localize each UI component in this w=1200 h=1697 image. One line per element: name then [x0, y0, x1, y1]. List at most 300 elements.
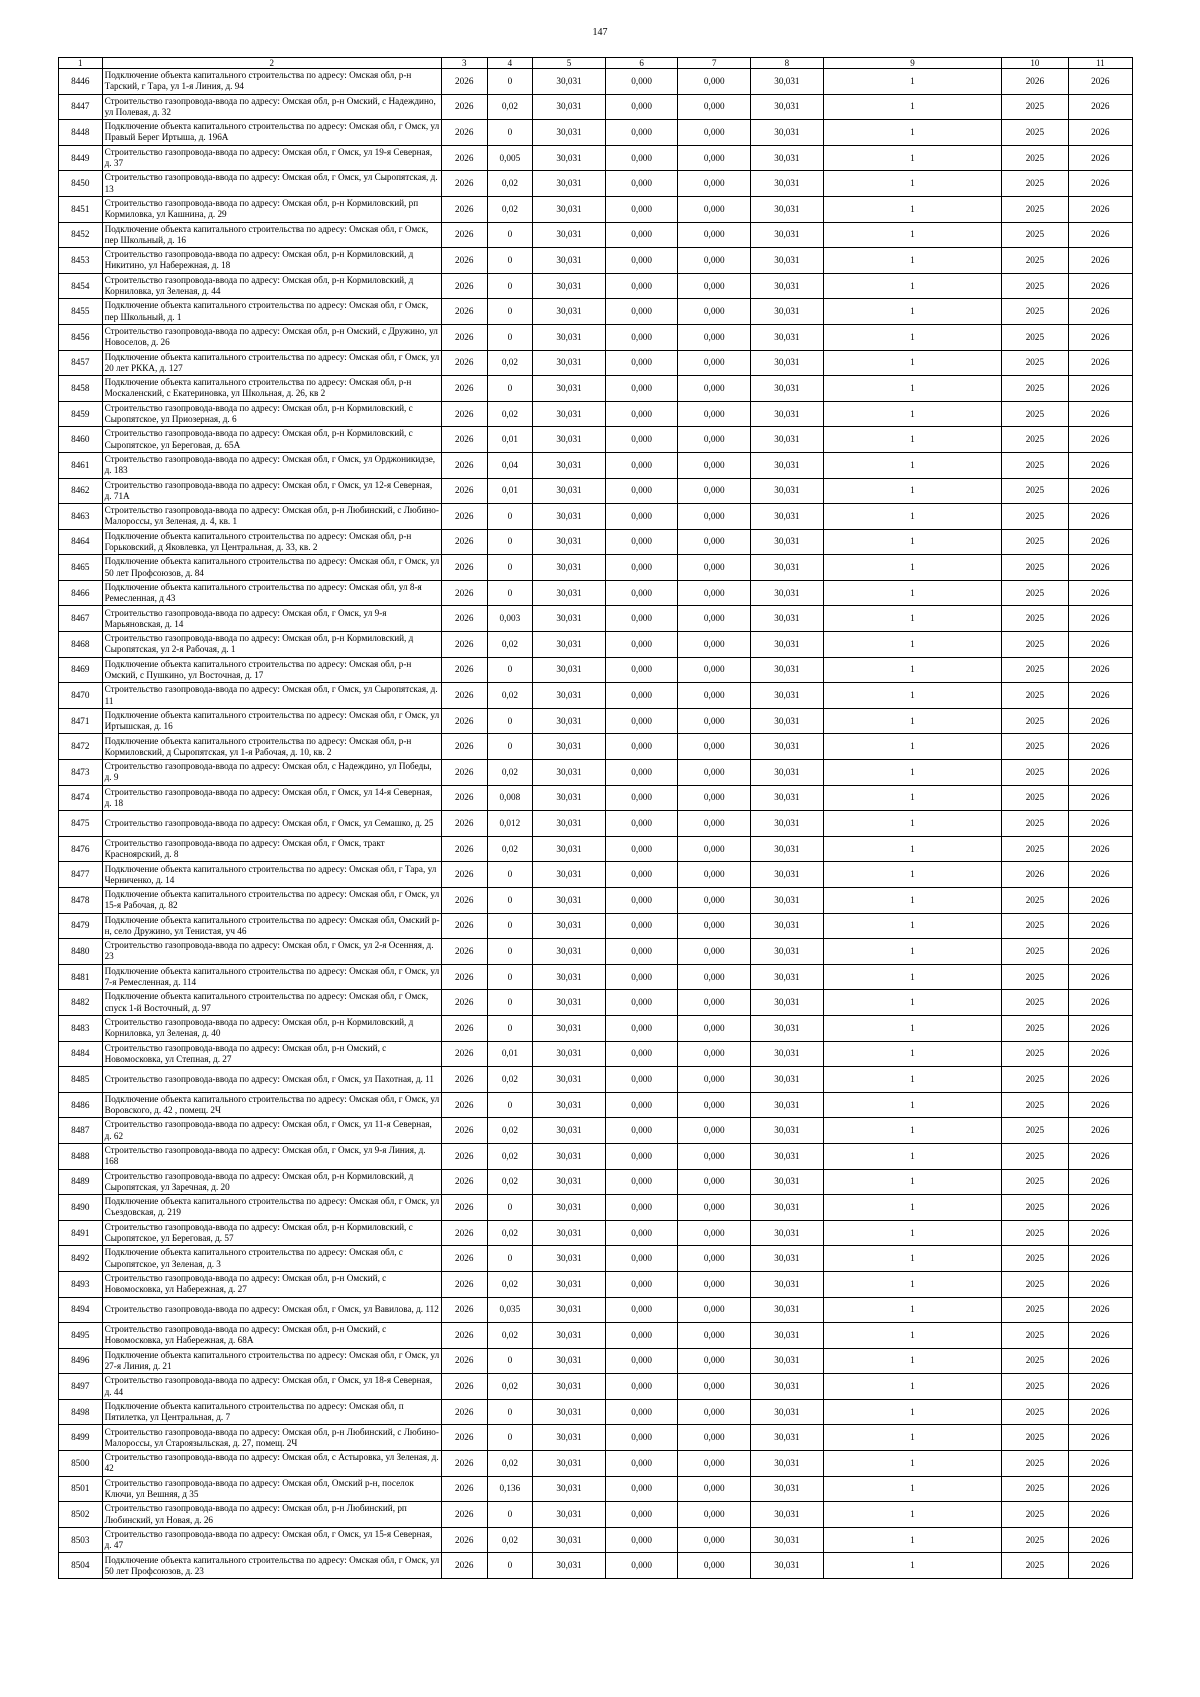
- col-8-value: 30,031: [751, 1399, 824, 1425]
- col-11-year: 2026: [1068, 1553, 1132, 1579]
- col-8-value: 30,031: [751, 964, 824, 990]
- table-row: [59, 760, 1133, 786]
- col-7-value: 0,000: [678, 1143, 751, 1169]
- col-9-value: 1: [823, 1092, 1001, 1118]
- col-8-value: 30,031: [751, 555, 824, 581]
- col-8-value: 30,031: [751, 657, 824, 683]
- col-7-value: 0,000: [678, 401, 751, 427]
- col-6-value: 0,000: [605, 1451, 678, 1477]
- col-11-year: 2026: [1068, 1425, 1132, 1451]
- col-11-year: 2026: [1068, 632, 1132, 658]
- col-7-value: 0,000: [678, 299, 751, 325]
- work-description: Строительство газопровода-ввода по адресу: Омская обл, г Омск, ул Сыропятская, д. 11: [102, 683, 441, 709]
- col-4-value: 0,005: [487, 145, 533, 171]
- col-4-value: 0,04: [487, 452, 533, 478]
- col-10-year: 2025: [1002, 504, 1068, 530]
- work-description: Строительство газопровода-ввода по адресу: Омская обл, г Омск, тракт Красноярский, д. 8: [102, 836, 441, 862]
- col-6-value: 0,000: [605, 606, 678, 632]
- col-7-value: 0,000: [678, 1425, 751, 1451]
- table-header-row: [59, 58, 1133, 69]
- col-3-year: 2026: [441, 222, 487, 248]
- col-4-value: 0,02: [487, 683, 533, 709]
- col-4-value: 0: [487, 888, 533, 914]
- work-description: Строительство газопровода-ввода по адресу: Омская обл, с Астыровка, ул Зеленая, д. 42: [102, 1451, 441, 1477]
- col-9-value: 1: [823, 1246, 1001, 1272]
- col-3-year: 2026: [441, 504, 487, 530]
- row-number: 8462: [59, 478, 103, 504]
- col-4-value: 0,01: [487, 478, 533, 504]
- col-9-value: 1: [823, 734, 1001, 760]
- col-7-value: 0,000: [678, 1323, 751, 1349]
- col-9-value: 1: [823, 1169, 1001, 1195]
- col-9-value: 1: [823, 836, 1001, 862]
- col-5-value: 30,031: [533, 1246, 606, 1272]
- table-body: [59, 69, 1133, 1579]
- col-9-value: 1: [823, 1502, 1001, 1528]
- col-3-year: 2026: [441, 734, 487, 760]
- col-5-value: 30,031: [533, 964, 606, 990]
- col-8-value: 30,031: [751, 1425, 824, 1451]
- col-7-value: 0,000: [678, 427, 751, 453]
- col-3-year: 2026: [441, 657, 487, 683]
- work-description: Подключение объекта капитального строительства по адресу: Омская обл, р-н Тарский, г Тара, ул 1-я Линия, д. 94: [102, 69, 441, 95]
- col-8-value: 30,031: [751, 1553, 824, 1579]
- col-8-value: 30,031: [751, 1041, 824, 1067]
- work-description: Подключение объекта капитального строительства по адресу: Омская обл, г Омск, ул Съездовская, д. 219: [102, 1195, 441, 1221]
- col-6-value: 0,000: [605, 760, 678, 786]
- work-description: Подключение объекта капитального строительства по адресу: Омская обл, г Тара, ул Черниченко, д. 14: [102, 862, 441, 888]
- col-3-year: 2026: [441, 862, 487, 888]
- col-7-value: 0,000: [678, 734, 751, 760]
- col-10-year: 2025: [1002, 1195, 1068, 1221]
- col-5-value: 30,031: [533, 248, 606, 274]
- col-5-value: 30,031: [533, 836, 606, 862]
- col-10-year: 2025: [1002, 171, 1068, 197]
- col-5-value: 30,031: [533, 1169, 606, 1195]
- col-9-value: 1: [823, 1323, 1001, 1349]
- col-9-value: 1: [823, 708, 1001, 734]
- table-row: [59, 1425, 1133, 1451]
- col-11-year: 2026: [1068, 1169, 1132, 1195]
- col-10-year: 2025: [1002, 913, 1068, 939]
- row-number: 8451: [59, 196, 103, 222]
- col-3-year: 2026: [441, 1399, 487, 1425]
- work-description: Строительство газопровода-ввода по адресу: Омская обл, р-н Кормиловский, д Сыропятская, ул Заречная, д. 20: [102, 1169, 441, 1195]
- col-10-year: 2025: [1002, 580, 1068, 606]
- col-4-value: 0: [487, 299, 533, 325]
- col-10-year: 2025: [1002, 94, 1068, 120]
- col-6-value: 0,000: [605, 1348, 678, 1374]
- table-row: [59, 1527, 1133, 1553]
- col-4-value: 0,012: [487, 811, 533, 837]
- row-number: 8485: [59, 1067, 103, 1093]
- col-11-year: 2026: [1068, 120, 1132, 146]
- col-7-value: 0,000: [678, 324, 751, 350]
- col-9-value: 1: [823, 69, 1001, 95]
- work-description: Подключение объекта капитального строительства по адресу: Омская обл, ул 8-я Ремесленная, д 43: [102, 580, 441, 606]
- col-7-value: 0,000: [678, 1118, 751, 1144]
- col-6-value: 0,000: [605, 171, 678, 197]
- col-10-year: 2025: [1002, 248, 1068, 274]
- col-3-year: 2026: [441, 248, 487, 274]
- col-8-value: 30,031: [751, 1348, 824, 1374]
- col-8-value: 30,031: [751, 1323, 824, 1349]
- col-8-value: 30,031: [751, 606, 824, 632]
- table-row: [59, 1246, 1133, 1272]
- col-11-year: 2026: [1068, 299, 1132, 325]
- row-number: 8488: [59, 1143, 103, 1169]
- col-8-value: 30,031: [751, 990, 824, 1016]
- col-3-year: 2026: [441, 1297, 487, 1323]
- table-row: [59, 1348, 1133, 1374]
- table-row: [59, 273, 1133, 299]
- col-11-year: 2026: [1068, 811, 1132, 837]
- col-5-value: 30,031: [533, 862, 606, 888]
- row-number: 8500: [59, 1451, 103, 1477]
- work-description: Строительство газопровода-ввода по адресу: Омская обл, р-н Омский, с Дружино, ул Новоселов, д. 26: [102, 324, 441, 350]
- col-5-value: 30,031: [533, 1451, 606, 1477]
- col-5-value: 30,031: [533, 1297, 606, 1323]
- work-description: Строительство газопровода-ввода по адресу: Омская обл, г Омск, ул 12-я Северная, д. 71А: [102, 478, 441, 504]
- col-3-year: 2026: [441, 145, 487, 171]
- col-11-year: 2026: [1068, 1399, 1132, 1425]
- col-4-value: 0,02: [487, 1220, 533, 1246]
- col-9-value: 1: [823, 760, 1001, 786]
- col-6-value: 0,000: [605, 1476, 678, 1502]
- col-8-value: 30,031: [751, 1195, 824, 1221]
- col-11-year: 2026: [1068, 1374, 1132, 1400]
- col-9-value: 1: [823, 1041, 1001, 1067]
- col-10-year: 2025: [1002, 1246, 1068, 1272]
- table-row: [59, 1092, 1133, 1118]
- col-6-value: 0,000: [605, 1143, 678, 1169]
- col-11-year: 2026: [1068, 964, 1132, 990]
- col-7-value: 0,000: [678, 1502, 751, 1528]
- col-6-value: 0,000: [605, 248, 678, 274]
- table-row: [59, 248, 1133, 274]
- col-6-value: 0,000: [605, 196, 678, 222]
- col-5-value: 30,031: [533, 632, 606, 658]
- table-row: [59, 1399, 1133, 1425]
- col-7-value: 0,000: [678, 1348, 751, 1374]
- col-10-year: 2025: [1002, 196, 1068, 222]
- col-6-value: 0,000: [605, 1553, 678, 1579]
- col-7-value: 0,000: [678, 811, 751, 837]
- col-9-value: 1: [823, 376, 1001, 402]
- work-description: Подключение объекта капитального строительства по адресу: Омская обл, с Сыропятское, ул Зеленая, д. 3: [102, 1246, 441, 1272]
- row-number: 8457: [59, 350, 103, 376]
- col-9-value: 1: [823, 1195, 1001, 1221]
- col-10-year: 2025: [1002, 657, 1068, 683]
- work-description: Строительство газопровода-ввода по адресу: Омская обл, р-н Кормиловский, д Корниловка, ул Зеленая, д. 40: [102, 1015, 441, 1041]
- col-9-value: 1: [823, 964, 1001, 990]
- work-description: Строительство газопровода-ввода по адресу: Омская обл, г Омск, ул 2-я Осенняя, д. 23: [102, 939, 441, 965]
- col-8-value: 30,031: [751, 1476, 824, 1502]
- col-8-value: 30,031: [751, 632, 824, 658]
- col-6-value: 0,000: [605, 708, 678, 734]
- col-11-year: 2026: [1068, 452, 1132, 478]
- col-4-value: 0,02: [487, 196, 533, 222]
- col-5-value: 30,031: [533, 401, 606, 427]
- table-row: [59, 1067, 1133, 1093]
- col-10-year: 2025: [1002, 1169, 1068, 1195]
- row-number: 8475: [59, 811, 103, 837]
- col-11-year: 2026: [1068, 913, 1132, 939]
- col-10-year: 2025: [1002, 1118, 1068, 1144]
- col-6-value: 0,000: [605, 427, 678, 453]
- col-6-value: 0,000: [605, 734, 678, 760]
- col-5-value: 30,031: [533, 580, 606, 606]
- table-row: [59, 708, 1133, 734]
- work-description: Строительство газопровода-ввода по адресу: Омская обл, р-н Кормиловский, с Сыропятское, ул Приозерная, д. 6: [102, 401, 441, 427]
- row-number: 8471: [59, 708, 103, 734]
- col-5-value: 30,031: [533, 708, 606, 734]
- row-number: 8481: [59, 964, 103, 990]
- col-8-value: 30,031: [751, 785, 824, 811]
- row-number: 8503: [59, 1527, 103, 1553]
- page-number: 147: [592, 27, 608, 38]
- col-8-value: 30,031: [751, 1067, 824, 1093]
- col-11-year: 2026: [1068, 1502, 1132, 1528]
- row-number: 8487: [59, 1118, 103, 1144]
- col-6-value: 0,000: [605, 504, 678, 530]
- col-5-value: 30,031: [533, 69, 606, 95]
- col-11-year: 2026: [1068, 1451, 1132, 1477]
- col-7-value: 0,000: [678, 94, 751, 120]
- col-3-year: 2026: [441, 1527, 487, 1553]
- col-8-value: 30,031: [751, 145, 824, 171]
- col-3-year: 2026: [441, 427, 487, 453]
- col-7-value: 0,000: [678, 1220, 751, 1246]
- table-row: [59, 1195, 1133, 1221]
- table-row: [59, 1169, 1133, 1195]
- col-3-year: 2026: [441, 196, 487, 222]
- col-11-year: 2026: [1068, 1323, 1132, 1349]
- col-8-value: 30,031: [751, 248, 824, 274]
- work-description: Подключение объекта капитального строительства по адресу: Омская обл, р-н Москаленский, с Екатериновка, ул Школьная, д. 26, кв 2: [102, 376, 441, 402]
- col-4-value: 0: [487, 862, 533, 888]
- table-row: [59, 1323, 1133, 1349]
- table-row: [59, 529, 1133, 555]
- col-4-value: 0: [487, 69, 533, 95]
- table-row: [59, 1374, 1133, 1400]
- col-7-value: 0,000: [678, 1451, 751, 1477]
- col-9-value: 1: [823, 1425, 1001, 1451]
- col-8-value: 30,031: [751, 1118, 824, 1144]
- col-8-value: 30,031: [751, 708, 824, 734]
- work-description: Строительство газопровода-ввода по адресу: Омская обл, Омский р-н, поселок Ключи, ул Вешняя, д 35: [102, 1476, 441, 1502]
- col-4-value: 0: [487, 990, 533, 1016]
- col-11-year: 2026: [1068, 376, 1132, 402]
- table-row: [59, 1143, 1133, 1169]
- col-7-value: 0,000: [678, 529, 751, 555]
- col-5-value: 30,031: [533, 1399, 606, 1425]
- row-number: 8473: [59, 760, 103, 786]
- col-3-year: 2026: [441, 888, 487, 914]
- col-11-year: 2026: [1068, 350, 1132, 376]
- col-11-year: 2026: [1068, 708, 1132, 734]
- col-4-value: 0,02: [487, 94, 533, 120]
- col-8-value: 30,031: [751, 478, 824, 504]
- col-11-year: 2026: [1068, 324, 1132, 350]
- work-description: Строительство газопровода-ввода по адресу: Омская обл, г Омск, ул 9-я Линия, д. 168: [102, 1143, 441, 1169]
- col-10-year: 2025: [1002, 299, 1068, 325]
- col-9-value: 1: [823, 504, 1001, 530]
- col-8-value: 30,031: [751, 196, 824, 222]
- col-6-value: 0,000: [605, 1271, 678, 1297]
- col-4-value: 0,02: [487, 1527, 533, 1553]
- row-number: 8467: [59, 606, 103, 632]
- work-description: Строительство газопровода-ввода по адресу: Омская обл, р-н Любинский, с Любино-Малороссы, ул Староязыльская, д. 27, помещ. 2Ч: [102, 1425, 441, 1451]
- col-3-year: 2026: [441, 913, 487, 939]
- row-number: 8454: [59, 273, 103, 299]
- col-8-value: 30,031: [751, 1092, 824, 1118]
- work-description: Подключение объекта капитального строительства по адресу: Омская обл, г Омск, ул Иртышская, д. 16: [102, 708, 441, 734]
- work-description: Строительство газопровода-ввода по адресу: Омская обл, р-н Омский, с Новомосковка, ул Набережная, д. 27: [102, 1271, 441, 1297]
- row-number: 8446: [59, 69, 103, 95]
- col-8-value: 30,031: [751, 580, 824, 606]
- col-6-value: 0,000: [605, 862, 678, 888]
- col-5-value: 30,031: [533, 657, 606, 683]
- col-11-year: 2026: [1068, 222, 1132, 248]
- col-8-value: 30,031: [751, 427, 824, 453]
- col-3-year: 2026: [441, 939, 487, 965]
- table-row: [59, 1041, 1133, 1067]
- col-11-year: 2026: [1068, 1092, 1132, 1118]
- col-5-value: 30,031: [533, 145, 606, 171]
- col-7-value: 0,000: [678, 683, 751, 709]
- col-6-value: 0,000: [605, 1502, 678, 1528]
- table-row: [59, 888, 1133, 914]
- col-11-year: 2026: [1068, 1118, 1132, 1144]
- col-5-value: 30,031: [533, 1553, 606, 1579]
- column-header: 10: [1002, 58, 1068, 69]
- col-11-year: 2026: [1068, 1015, 1132, 1041]
- col-8-value: 30,031: [751, 1169, 824, 1195]
- col-8-value: 30,031: [751, 222, 824, 248]
- col-7-value: 0,000: [678, 708, 751, 734]
- col-4-value: 0,008: [487, 785, 533, 811]
- work-description: Строительство газопровода-ввода по адресу: Омская обл, г Омск, ул Орджоникидзе, д. 183: [102, 452, 441, 478]
- col-3-year: 2026: [441, 1246, 487, 1272]
- table-row: [59, 1502, 1133, 1528]
- work-description: Строительство газопровода-ввода по адресу: Омская обл, г Омск, ул Сыропятская, д. 13: [102, 171, 441, 197]
- col-3-year: 2026: [441, 1015, 487, 1041]
- col-3-year: 2026: [441, 1271, 487, 1297]
- col-10-year: 2025: [1002, 1297, 1068, 1323]
- col-10-year: 2025: [1002, 1476, 1068, 1502]
- col-11-year: 2026: [1068, 69, 1132, 95]
- col-8-value: 30,031: [751, 1527, 824, 1553]
- col-11-year: 2026: [1068, 836, 1132, 862]
- col-6-value: 0,000: [605, 1169, 678, 1195]
- col-9-value: 1: [823, 1476, 1001, 1502]
- work-description: Подключение объекта капитального строительства по адресу: Омская обл, г Омск, спуск 1-й Восточный, д. 97: [102, 990, 441, 1016]
- col-3-year: 2026: [441, 529, 487, 555]
- col-10-year: 2025: [1002, 1092, 1068, 1118]
- table-row: [59, 1297, 1133, 1323]
- table-row: [59, 401, 1133, 427]
- col-3-year: 2026: [441, 1143, 487, 1169]
- table-row: [59, 145, 1133, 171]
- row-number: 8483: [59, 1015, 103, 1041]
- work-description: Строительство газопровода-ввода по адресу: Омская обл, р-н Кормиловский, д Никитино, ул Набережная, д. 18: [102, 248, 441, 274]
- work-description: Подключение объекта капитального строительства по адресу: Омская обл, г Омск, ул 50 лет Профсоюзов, д. 23: [102, 1553, 441, 1579]
- col-10-year: 2025: [1002, 1527, 1068, 1553]
- col-9-value: 1: [823, 273, 1001, 299]
- col-7-value: 0,000: [678, 1553, 751, 1579]
- col-6-value: 0,000: [605, 376, 678, 402]
- table-row: [59, 657, 1133, 683]
- table-row: [59, 580, 1133, 606]
- work-description: Подключение объекта капитального строительства по адресу: Омская обл, г Омск, ул Воровского, д. 42 , помещ. 2Ч: [102, 1092, 441, 1118]
- column-header: 1: [59, 58, 103, 69]
- col-11-year: 2026: [1068, 760, 1132, 786]
- col-8-value: 30,031: [751, 888, 824, 914]
- row-number: 8466: [59, 580, 103, 606]
- col-3-year: 2026: [441, 478, 487, 504]
- col-10-year: 2025: [1002, 555, 1068, 581]
- col-7-value: 0,000: [678, 1067, 751, 1093]
- col-10-year: 2025: [1002, 478, 1068, 504]
- row-number: 8486: [59, 1092, 103, 1118]
- col-11-year: 2026: [1068, 785, 1132, 811]
- work-description: Строительство газопровода-ввода по адресу: Омская обл, р-н Омский, с Новомосковка, ул Степная, д. 27: [102, 1041, 441, 1067]
- col-11-year: 2026: [1068, 1527, 1132, 1553]
- col-11-year: 2026: [1068, 94, 1132, 120]
- col-3-year: 2026: [441, 299, 487, 325]
- col-6-value: 0,000: [605, 657, 678, 683]
- col-11-year: 2026: [1068, 1476, 1132, 1502]
- col-4-value: 0: [487, 555, 533, 581]
- work-description: Подключение объекта капитального строительства по адресу: Омская обл, р-н Омский, с Пушкино, ул Восточная, д. 17: [102, 657, 441, 683]
- table-row: [59, 1271, 1133, 1297]
- col-3-year: 2026: [441, 69, 487, 95]
- col-3-year: 2026: [441, 1553, 487, 1579]
- col-7-value: 0,000: [678, 1374, 751, 1400]
- col-8-value: 30,031: [751, 273, 824, 299]
- col-7-value: 0,000: [678, 69, 751, 95]
- row-number: 8490: [59, 1195, 103, 1221]
- work-description: Строительство газопровода-ввода по адресу: Омская обл, г Омск, ул 19-я Северная, д. 37: [102, 145, 441, 171]
- col-8-value: 30,031: [751, 350, 824, 376]
- table-row: [59, 964, 1133, 990]
- column-header: 8: [751, 58, 824, 69]
- col-10-year: 2025: [1002, 888, 1068, 914]
- col-8-value: 30,031: [751, 69, 824, 95]
- col-4-value: 0,02: [487, 1271, 533, 1297]
- col-8-value: 30,031: [751, 504, 824, 530]
- col-10-year: 2025: [1002, 120, 1068, 146]
- work-description: Строительство газопровода-ввода по адресу: Омская обл, с Надеждино, ул Победы, д. 9: [102, 760, 441, 786]
- col-10-year: 2025: [1002, 734, 1068, 760]
- col-4-value: 0: [487, 734, 533, 760]
- col-8-value: 30,031: [751, 171, 824, 197]
- col-7-value: 0,000: [678, 939, 751, 965]
- col-6-value: 0,000: [605, 1425, 678, 1451]
- row-number: 8461: [59, 452, 103, 478]
- col-9-value: 1: [823, 1451, 1001, 1477]
- col-5-value: 30,031: [533, 376, 606, 402]
- col-9-value: 1: [823, 1220, 1001, 1246]
- col-11-year: 2026: [1068, 888, 1132, 914]
- col-3-year: 2026: [441, 964, 487, 990]
- work-description: Подключение объекта капитального строительства по адресу: Омская обл, г Омск, пер Школьный, д. 16: [102, 222, 441, 248]
- col-11-year: 2026: [1068, 990, 1132, 1016]
- col-10-year: 2025: [1002, 1451, 1068, 1477]
- col-4-value: 0,02: [487, 1323, 533, 1349]
- col-10-year: 2025: [1002, 708, 1068, 734]
